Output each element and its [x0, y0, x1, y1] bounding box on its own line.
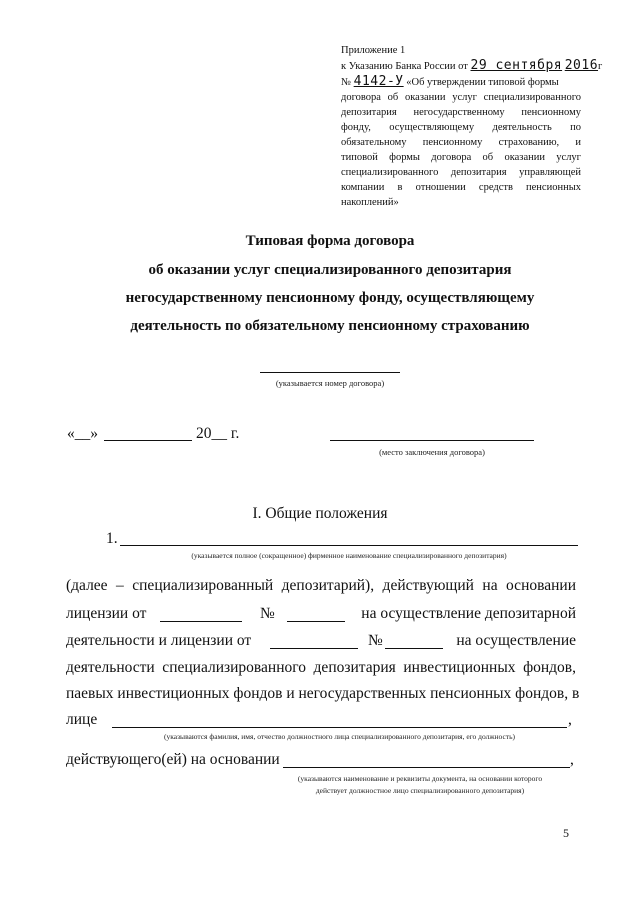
- year-line: [196, 425, 239, 443]
- appendix-reference: [341, 43, 603, 210]
- license2-purpose: на осуществление: [456, 632, 576, 649]
- year-suffix-label: г.: [230, 425, 240, 442]
- close-quote: »: [90, 425, 98, 442]
- acting-basis-caption-1: (указываются наименование и реквизиты документа, на основании которого: [297, 774, 543, 783]
- person-caption: (указываются фамилия, имя, отчество должностного лица специализированного депозитария, его должность): [163, 732, 516, 741]
- person-field[interactable]: [112, 727, 567, 728]
- document-title-line-3: негосударственному пенсионному фонду, осуществляющему: [125, 290, 535, 306]
- appendix-line: типовой формы договора об оказании услуг: [341, 152, 581, 163]
- depositary-name-field[interactable]: [120, 545, 578, 546]
- section-heading: I. Общие положения: [252, 505, 388, 522]
- acting-basis-comma: ,: [570, 751, 574, 768]
- appendix-line: специализированного депозитария управляющей: [341, 167, 581, 178]
- day-field[interactable]: __: [74, 425, 91, 442]
- license-date-field[interactable]: [160, 621, 242, 622]
- appendix-number-line: [341, 74, 581, 90]
- acting-basis-label: действующего(ей) на основании: [66, 751, 280, 768]
- license2-from-label: деятельности и лицензии от: [66, 632, 252, 649]
- document-title-line-4: деятельность по обязательному пенсионному страхованию: [130, 318, 530, 334]
- year-prefix: 20: [196, 425, 212, 442]
- appendix-line: обязательному пенсионному страхованию, и: [341, 137, 581, 148]
- person-label: лице: [66, 711, 98, 728]
- number-label: №: [341, 77, 352, 88]
- appendix-line: депозитария негосударственному пенсионному: [341, 107, 581, 118]
- handwritten-number: 4142-У: [353, 74, 404, 89]
- appendix-line: фонду, осуществляющему деятельность по: [341, 122, 581, 133]
- year-suffix: г: [598, 61, 603, 72]
- page-number: 5: [563, 826, 569, 840]
- document-title-line-1: Типовая форма договора: [245, 233, 415, 249]
- acting-basis-caption-2: действует должностное лицо специализированного депозитария): [315, 786, 525, 795]
- document-title-line-2: об оказании услуг специализированного депозитария: [148, 262, 512, 278]
- appendix-line: договора об оказании услуг специализированного: [341, 92, 581, 103]
- appendix-title-start: «Об утверждении типовой формы: [406, 77, 559, 88]
- place-caption: (место заключения договора): [379, 447, 485, 457]
- handwritten-date: 29 сентября: [470, 58, 563, 73]
- appendix-date-line: [341, 58, 603, 74]
- appendix-line: компании в отношении средств пенсионных: [341, 182, 581, 193]
- handwritten-year: 2016: [564, 58, 599, 73]
- paragraph-line-5: паевых инвестиционных фондов и негосударственных пенсионных фондов, в: [66, 685, 580, 702]
- paragraph-line-1: (далее – специализированный депозитарий), действующий на основании: [66, 577, 576, 594]
- license2-number-field[interactable]: [385, 648, 443, 649]
- month-field[interactable]: [104, 440, 192, 441]
- item-number: 1.: [106, 530, 118, 547]
- license2-date-field[interactable]: [270, 648, 358, 649]
- person-comma: ,: [568, 711, 572, 728]
- license-number-field[interactable]: [287, 621, 345, 622]
- contract-date: [67, 425, 98, 443]
- appendix-label: Приложение 1: [341, 45, 406, 56]
- place-field[interactable]: [330, 440, 534, 441]
- acting-basis-field[interactable]: [283, 767, 570, 768]
- license-no-label: №: [260, 605, 275, 622]
- contract-number-field[interactable]: [260, 372, 400, 373]
- license2-no-label: №: [368, 632, 383, 649]
- appendix-line: накоплений»: [341, 197, 399, 208]
- year-field[interactable]: __: [211, 425, 227, 442]
- paragraph-line-4: деятельности специализированного депозитария инвестиционных фондов,: [66, 659, 576, 676]
- license-purpose: на осуществление депозитарной: [361, 605, 576, 622]
- license-from-label: лицензии от: [66, 605, 147, 622]
- depositary-name-caption: (указывается полное (сокращенное) фирменное наименование специализированного депозитария): [191, 551, 507, 560]
- open-quote: «: [67, 425, 75, 442]
- contract-number-caption: (указывается номер договора): [275, 378, 385, 388]
- appendix-prefix: к Указанию Банка России от: [341, 61, 468, 72]
